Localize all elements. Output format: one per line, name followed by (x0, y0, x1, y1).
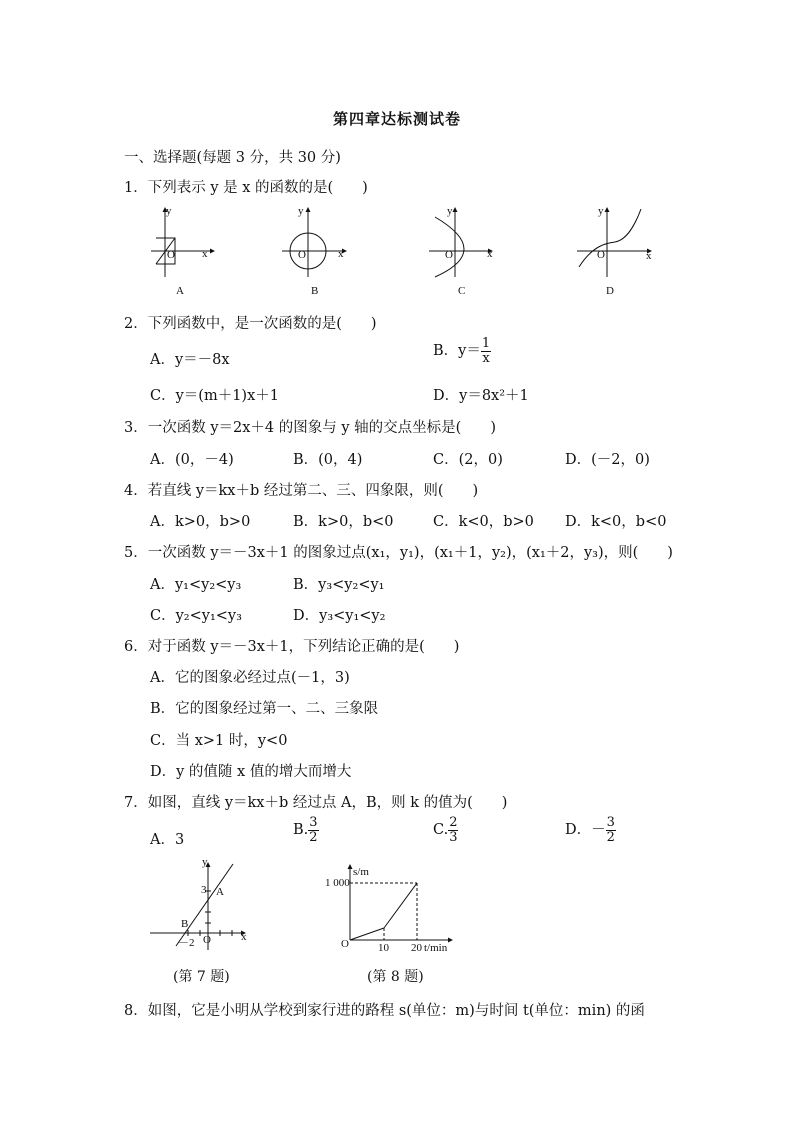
graph-a (146, 205, 216, 280)
figure-7-tick-3: 3 (201, 884, 207, 896)
graph-b (280, 205, 350, 280)
question-4-option-b: B．k>0，b<0 (293, 514, 394, 530)
figure-8-tick-20: 20 (411, 942, 422, 954)
graph-a-x-label: x (202, 248, 208, 260)
graph-a-origin: O (167, 249, 175, 261)
question-4-stem: 4．若直线 y＝kx＋b 经过第二、三、四象限，则( ) (124, 483, 479, 499)
question-4-option-c: C．k<0，b>0 (433, 514, 534, 530)
question-6-option-d: D．y 的值随 x 值的增大而增大 (150, 764, 352, 780)
question-2-option-c: C．y＝(m＋1)x＋1 (150, 388, 279, 404)
figure-8-x-label: t/min (424, 942, 448, 954)
graph-d-x-label: x (646, 250, 652, 262)
figure-7-point-b: B (181, 918, 189, 930)
graph-a-y-label: y (166, 205, 172, 217)
question-7-stem: 7．如图，直线 y＝kx＋b 经过点 A，B，则 k 的值为( ) (124, 795, 508, 811)
question-2-option-b: B．y＝ $\frac{1}{x}$ (433, 336, 491, 366)
question-8-stem: 8．如图，它是小明从学校到家行进的路程 s(单位：m)与时间 t(单位：min) 的函 (124, 1003, 645, 1019)
figure-8-y-label: s/m (353, 866, 369, 878)
question-5-stem: 5．一次函数 y＝－3x＋1 的图象过点(x₁，y₁)，(x₁＋1，y₂)，(x₁＋2，y₃)，则( ) (124, 545, 673, 561)
question-7-option-c: C. $\frac{2}{3}$ (433, 815, 458, 845)
figure-8-tick-1000: 1 000 (325, 877, 350, 889)
page-title: 第四章达标测试卷 (332, 110, 461, 128)
graph-b-label: B (311, 285, 319, 297)
graph-d (575, 205, 655, 280)
question-5-option-a: A．y₁<y₂<y₃ (150, 577, 242, 593)
graph-b-y-label: y (298, 205, 304, 217)
graph-c (425, 205, 500, 280)
question-7-option-a: A．3 (150, 832, 185, 848)
question-6-option-b: B．它的图象经过第一、二、三象限 (150, 701, 379, 717)
question-6-option-a: A．它的图象必经过点(－1，3) (150, 670, 350, 686)
question-3-stem: 3．一次函数 y＝2x＋4 的图象与 y 轴的交点坐标是( ) (124, 420, 496, 436)
figure-8-origin: O (341, 938, 349, 950)
figure-7-origin: O (203, 934, 211, 946)
figure-7-graph (148, 858, 253, 953)
graph-b-origin: O (298, 249, 306, 261)
graph-c-y-label: y (447, 205, 453, 217)
question-3-option-b: B．(0，4) (293, 452, 363, 468)
question-6-stem: 6．对于函数 y＝－3x＋1，下列结论正确的是( ) (124, 639, 460, 655)
figure-7-point-a: A (216, 886, 224, 898)
graph-c-label: C (458, 285, 466, 297)
graph-c-origin: O (445, 249, 453, 261)
question-1-stem: 1．下列表示 y 是 x 的函数的是( ) (124, 180, 368, 196)
graph-a-label: A (176, 285, 184, 297)
question-7-option-d: D．－ $\frac{3}{2}$ (565, 815, 615, 845)
graph-d-y-label: y (598, 205, 604, 217)
question-5-option-b: B．y₃<y₂<y₁ (293, 577, 385, 593)
graph-d-label: D (606, 285, 614, 297)
question-6-option-c: C．当 x>1 时，y<0 (150, 733, 288, 749)
figure-8-caption: (第 8 题) (367, 969, 424, 985)
graph-d-origin: O (597, 249, 605, 261)
question-7-option-b: B. $\frac{3}{2}$ (293, 815, 318, 845)
question-4-option-d: D．k<0，b<0 (565, 514, 667, 530)
figure-7-caption: (第 7 题) (173, 969, 230, 985)
section-heading: 一、选择题(每题 3 分，共 30 分) (124, 150, 341, 166)
figure-7-x-label: x (241, 931, 247, 943)
question-5-option-d: D．y₃<y₁<y₂ (293, 608, 386, 624)
question-3-option-c: C．(2，0) (433, 452, 503, 468)
question-2-stem: 2．下列函数中，是一次函数的是( ) (124, 316, 377, 332)
question-3-option-d: D．(－2，0) (565, 452, 650, 468)
question-4-option-a: A．k>0，b>0 (150, 514, 251, 530)
question-2-option-a: A．y＝－8x (150, 352, 230, 368)
question-2-option-d: D．y＝8x²＋1 (433, 388, 529, 404)
figure-8-tick-10: 10 (378, 942, 389, 954)
figure-7-tick-minus2: －2 (178, 937, 195, 949)
figure-7-y-label: y (202, 856, 208, 868)
question-3-option-a: A．(0，－4) (150, 452, 234, 468)
graph-b-x-label: x (338, 248, 344, 260)
graph-c-x-label: x (487, 248, 493, 260)
question-5-option-c: C．y₂<y₁<y₃ (150, 608, 242, 624)
